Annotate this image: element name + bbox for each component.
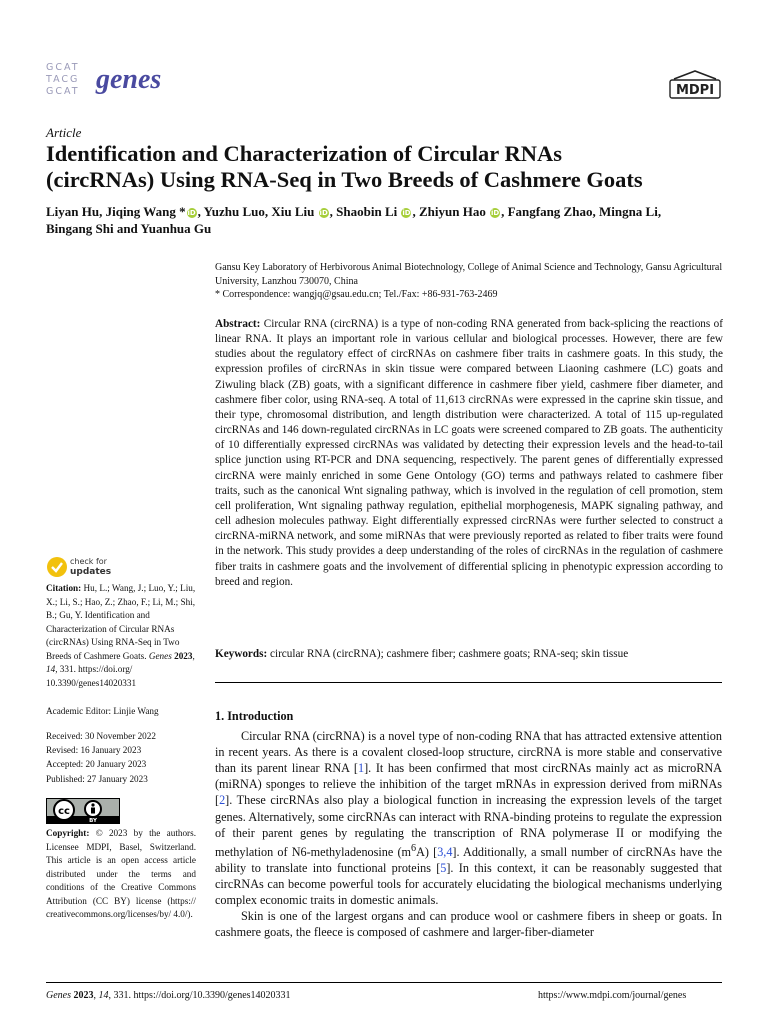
academic-editor: Academic Editor: Linjie Wang [46,706,159,716]
citation-doi[interactable]: , 331. https://doi.org/ 10.3390/genes14020331 [46,664,137,688]
logo-line-3: GCAT [46,86,80,97]
footer-divider [46,982,722,983]
authors-part-1: Liyan Hu, Jiqing Wang * [46,204,186,219]
authors-part-5: , Fangfang Zhao, Mingna Li, [501,204,662,219]
citation-link[interactable]: 1 [357,761,365,776]
by-text: BY [89,818,97,823]
abstract-label: Abstract: [215,318,261,330]
date-revised: Revised: 16 January 2023 [46,745,142,756]
logo-line-1: GCAT [46,62,80,73]
title-line-2: (circRNAs) Using RNA-Seq in Two Breeds of Cashmere Goats [46,167,643,192]
authors-part-6: Bingang Shi and Yuanhua Gu [46,221,212,236]
date-received: Received: 30 November 2022 [46,731,156,741]
citation-link[interactable]: 5 [440,860,447,875]
mdpi-logo-icon [668,70,722,100]
intro-paragraph-2: Skin is one of the largest organs and can produce wool or cashmere fibers in sheep or goats. In cashmere goats, the fleece is composed of cashmere and larger-fiber-diameter [215,909,722,940]
copyright-label: Copyright: [46,828,90,838]
citation-volume: 14 [46,664,56,674]
cc-by-license-badge[interactable] [46,798,120,824]
keywords [215,647,723,662]
superscript: 6 [411,842,417,854]
date-accepted: Accepted: 20 January 2023 [46,759,147,770]
publisher-name: MDPI [675,83,715,98]
citation-link[interactable]: 2 [219,793,226,808]
keywords-text: circular RNA (circRNA); cashmere fiber; cashmere goats; RNA-seq; skin tissue [270,648,629,660]
section-divider [215,682,722,683]
text-run: ]. It has been confirmed that most circRNAs mainly act as microRNA (miRNA) sponges to relieve the inhibition of the target mRNAs in expression derived from miRNAs [ [215,761,723,808]
footer-journal: Genes [46,990,71,1001]
cc-text: cc [58,806,70,817]
footer-year: 2023 [73,990,94,1001]
affiliation-block [215,261,725,302]
text-run: ]. Additionally, a small number of circRNAs have the ability to translate into functional proteins [ [215,844,722,875]
orcid-icon[interactable]: iD [319,209,328,217]
authors-part-4: , Zhiyun Hao [412,204,486,219]
citation-link[interactable]: 3,4 [437,844,453,859]
date-published: Published: 27 January 2023 [46,773,148,784]
footer-doi[interactable]: , 331. https://doi.org/10.3390/genes14020331 [108,990,291,1001]
check-for-updates-icon [46,556,68,578]
journal-logo-mark [46,62,90,100]
text-run: A) [ [416,844,438,859]
footer-volume: 14 [98,990,109,1001]
citation-year: 2023 [174,650,193,661]
introduction-section [215,708,722,940]
copyright-text: © 2023 by the authors. Licensee MDPI, Basel, Switzerland. This article is an open access article distributed under the terms and conditions of the Creative Commons Attribution (CC BY) license (https:// creativecommons.org/licenses/by/ 4.0/). [46,828,196,919]
citation-label: Citation: [46,583,82,593]
footer-journal-url[interactable]: https://www.mdpi.com/journal/genes [538,990,687,1001]
correspondence: * Correspondence: wangjq@gsau.edu.cn; Tel./Fax: +86-931-763-2469 [215,289,498,300]
orcid-icon[interactable]: iD [402,209,411,217]
text-run: ]. These circRNAs also play a biological function in increasing the expression levels of the target genes. Alternatively, some circRNAs can interact with RNA-binding proteins to regulate the expression of their parent genes by regulating the transcription of RNA polymerase II or modifying the methylation of N6-methyladenosine (m [215,793,722,859]
abstract-text: Circular RNA (circRNA) is a type of non-coding RNA generated from back-splicing the reactions of linear RNA. It plays an important role in various cellular and biological processes. However, there are few studies about the regulatory effect of circRNAs on cashmere fiber traits in cashmere goats. In this study, the expression profiles of circRNAs in skin tissue were compared between Liaoning cashmere (LC) goats and Ziwuling black (ZB) goats, with a significant difference in cashmere fiber yield, cashmere fiber diameter, and cashmere fiber color, using RNA-seq. A total of 11,613 circRNAs were expressed in the caprine skin tissue, and their type, chromosomal distribution, and length distribution were characterized. A total of 115 up-regulated circRNAs and 146 down-regulated circRNAs in LC goats were screened compared to ZB goats. The authenticity of 10 differentially expressed circRNAs was validated by detecting their expression levels and the head-to-tail splice junction using RT-PCR and DNA sequencing, respectively. The parent genes of differentially expressed circRNA were mainly enriched in some Gene Ontology (GO) terms and pathways related to cashmere fiber traits, such as the canonical Wnt signaling pathway, which is involved in the regulation of cell promotion, stem cell proliferation, Wnt signaling pathway regulation, epithelial morphogenesis, MAPK signaling pathway, and cell adhesion molecules pathway. Eight differentially expressed circRNAs were further selected to construct a circRNA-miRNA network, and some miRNAs that were previously reported as related to fiber traits were found in the network. This study provides a deep understanding of the roles of circRNAs in the regulation of cashmere fiber traits in cashmere goats and the involvement of differential splicing in phenotypic expression according to breed and region. [215,318,723,588]
title-line-1: Identification and Characterization of Circular RNAs [46,141,563,166]
citation-text: Hu, L.; Wang, J.; Luo, Y.; Liu, X.; Li, S.; Hao, Z.; Zhao, F.; Li, M.; Shi, B.; Gu, Y. Identification and Characterization of Circular RNAs (circRNAs) Using RNA-Seq in Two Breeds of Cashmere Goats. [46,583,196,661]
check-for-updates-button[interactable] [46,556,136,582]
authors-part-2: , Yuzhu Luo, Xiu Liu [197,204,315,219]
publisher-logo [668,70,722,105]
copyright-block [46,827,196,922]
author-list [46,203,726,237]
text-run: ]. In this context, it can be reasonably suggested that circRNAs can become powerful tools for accurately elucidating the biological mechanisms underlying complex economic traits in domestic animals. [215,860,722,908]
section-heading: 1. Introduction [215,709,294,723]
creative-commons-icon [47,799,119,823]
article-type: Article [46,125,82,140]
article-dates [46,729,156,786]
article-title [46,141,736,193]
orcid-icon[interactable]: iD [490,209,500,217]
check-text-1: check for [70,557,107,566]
footer-citation: Genes 2023, 14, 331. https://doi.org/10.3390/genes14020331 [46,990,291,1001]
abstract [215,317,723,590]
intro-paragraph-1 [215,728,722,908]
affiliation: Gansu Key Laboratory of Herbivorous Animal Biotechnology, College of Animal Science and Technology, Gansu Agricultural University, Lanzhou 730070, China [215,262,723,287]
citation-journal: Genes [148,650,172,661]
keywords-label: Keywords: [215,648,268,660]
authors-part-3: , Shaobin Li [329,204,398,219]
logo-line-2: TACG [46,74,80,85]
text-run: Circular RNA (circRNA) is a novel type of non-coding RNA that has attracted extensive attention in recent years. As there is a covalent closed-loop structure, circRNA is more stable and conservative than its parent linear RNA [ [215,729,722,776]
orcid-icon[interactable]: iD [187,209,196,217]
journal-name: genes [96,64,162,95]
check-text-2: updates [70,567,112,577]
citation-block: Citation: Hu, L.; Wang, J.; Luo, Y.; Liu, X.; Li, S.; Hao, Z.; Zhao, F.; Li, M.; Shi, B.; Gu, Y. Identification and Characterization of Circular RNAs (circRNAs) Using RNA-Seq in Two Breeds of Cashmere Goats. Genes 2023, 14, 331. https://doi.org/ 10.3390/genes14020331 [46,583,196,688]
